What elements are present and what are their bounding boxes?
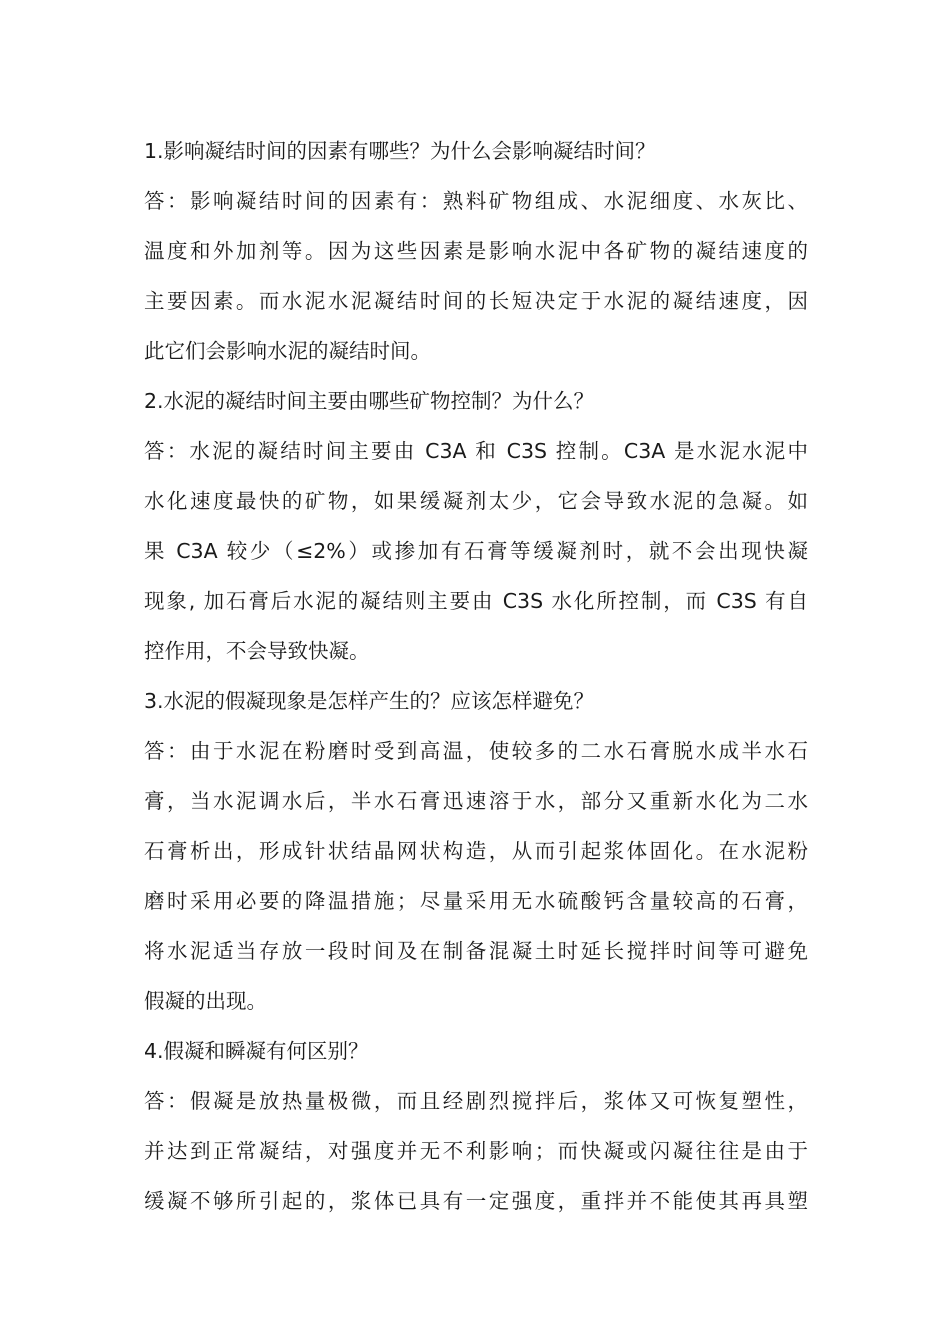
text-line: 答：由于水泥在粉磨时受到高温，使较多的二水石膏脱水成半水石	[144, 739, 808, 763]
text-line: 主要因素。而水泥水泥凝结时间的长短决定于水泥的凝结速度，因	[144, 289, 808, 313]
document-body	[144, 126, 808, 1226]
text-line: 答：水泥的凝结时间主要由 C3A 和 C3S 控制。C3A 是水泥水泥中	[144, 439, 808, 463]
text-line: 将水泥适当存放一段时间及在制备混凝土时延长搅拌时间等可避免	[144, 939, 808, 963]
text-line: 膏，当水泥调水后，半水石膏迅速溶于水，部分又重新水化为二水	[144, 789, 808, 813]
text-line: 温度和外加剂等。因为这些因素是影响水泥中各矿物的凝结速度的	[144, 239, 808, 263]
text-line: 此它们会影响水泥的凝结时间。	[144, 339, 431, 363]
text-line: 磨时采用必要的降温措施；尽量采用无水硫酸钙含量较高的石膏，	[144, 889, 808, 913]
text-line: 3.水泥的假凝现象是怎样产生的？应该怎样避免？	[144, 689, 595, 713]
text-line: 答：假凝是放热量极微，而且经剧烈搅拌后，浆体又可恢复塑性，	[144, 1089, 808, 1113]
text-line: 水化速度最快的矿物，如果缓凝剂太少，它会导致水泥的急凝。如	[144, 489, 808, 513]
text-line: 缓凝不够所引起的，浆体已具有一定强度，重拌并不能使其再具塑	[144, 1189, 808, 1213]
text-line: 2.水泥的凝结时间主要由哪些矿物控制？为什么？	[144, 389, 595, 413]
text-line: 4.假凝和瞬凝有何区别？	[144, 1039, 369, 1063]
text-line: 控作用，不会导致快凝。	[144, 639, 370, 663]
text-line: 石膏析出，形成针状结晶网状构造，从而引起浆体固化。在水泥粉	[144, 839, 808, 863]
text-line: 并达到正常凝结，对强度并无不利影响；而快凝或闪凝往往是由于	[144, 1139, 808, 1163]
text-line: 1.影响凝结时间的因素有哪些？为什么会影响凝结时间？	[144, 139, 656, 163]
text-line: 现象, 加石膏后水泥的凝结则主要由 C3S 水化所控制，而 C3S 有自	[144, 589, 808, 613]
text-line: 果 C3A 较少（≤2%）或掺加有石膏等缓凝剂时，就不会出现快凝	[144, 539, 808, 563]
text-line: 假凝的出现。	[144, 989, 267, 1013]
text-line: 答：影响凝结时间的因素有：熟料矿物组成、水泥细度、水灰比、	[144, 189, 808, 213]
